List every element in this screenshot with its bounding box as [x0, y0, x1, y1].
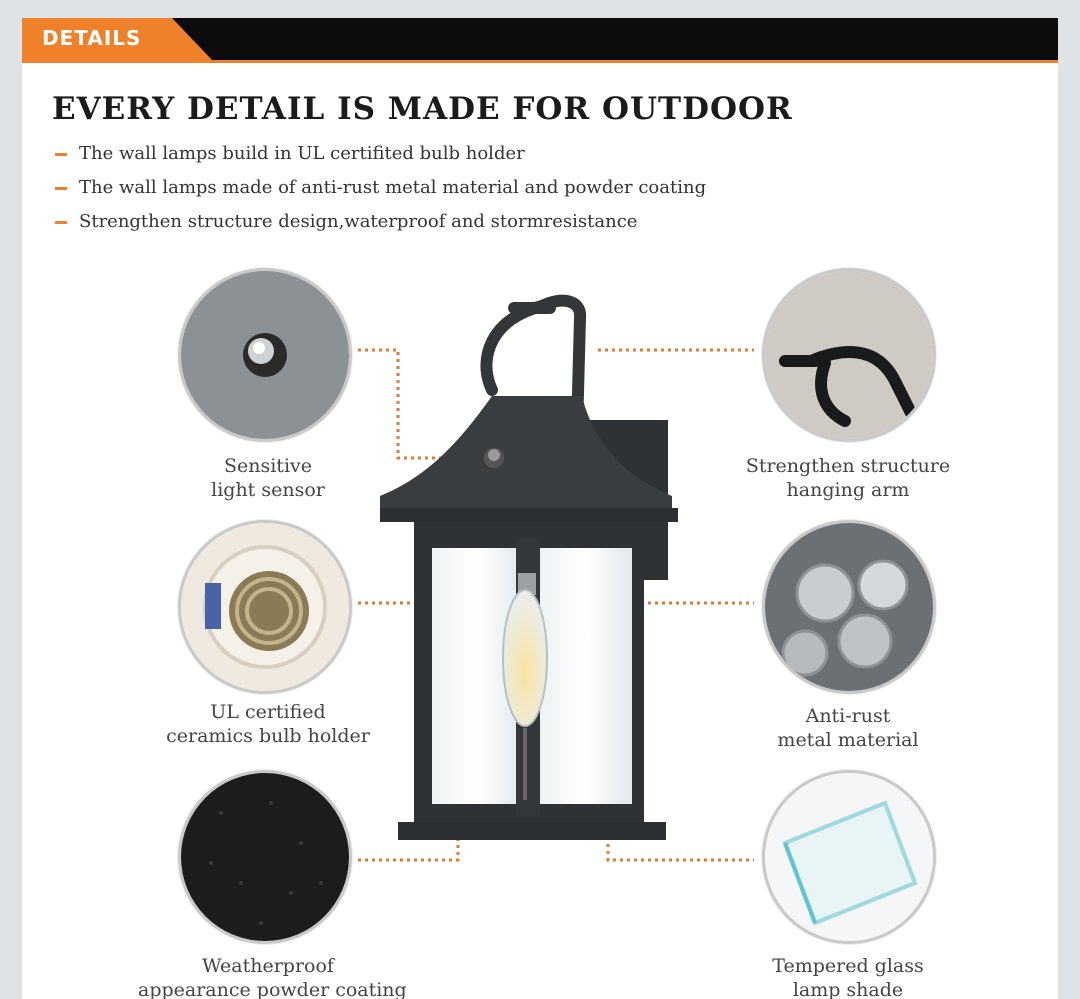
- bullet-item: The wall lamps made of anti-rust metal material and powder coating: [55, 176, 706, 210]
- arm-detail-circle: [762, 268, 936, 442]
- glass-detail-circle: [762, 770, 936, 944]
- headline: EVERY DETAIL IS MADE FOR OUTDOOR: [52, 91, 793, 127]
- lamp-base: [398, 822, 666, 840]
- arm-caption: Strengthen structure hanging arm: [745, 455, 951, 501]
- metal-detail-circle: [762, 520, 936, 694]
- bullet-item: The wall lamps build in UL certifited bulb holder: [55, 142, 706, 176]
- sensor-detail-circle: [178, 268, 352, 442]
- metal-caption: Anti-rust metal material: [777, 705, 919, 751]
- banner-label: DETAILS: [42, 26, 142, 50]
- hanging-arm-icon: [765, 271, 933, 439]
- holder-detail-circle: [178, 520, 352, 694]
- coating-detail-circle: [178, 770, 352, 944]
- holder-caption: UL certified ceramics bulb holder: [166, 701, 370, 747]
- sensor-knob-icon: [181, 271, 349, 439]
- glass-pane-icon: [765, 773, 933, 941]
- coating-caption: Weatherproof appearance powder coating: [138, 955, 407, 999]
- sensor-caption: Sensitive light sensor: [211, 455, 325, 501]
- bulb-socket-icon: [181, 523, 349, 691]
- bullet-item: Strengthen structure design,waterproof and stormresistance: [55, 210, 706, 244]
- metal-rods-icon: [765, 523, 933, 691]
- details-card: [22, 18, 1058, 999]
- powder-texture-icon: [181, 773, 349, 941]
- glass-caption: Tempered glass lamp shade: [772, 955, 924, 999]
